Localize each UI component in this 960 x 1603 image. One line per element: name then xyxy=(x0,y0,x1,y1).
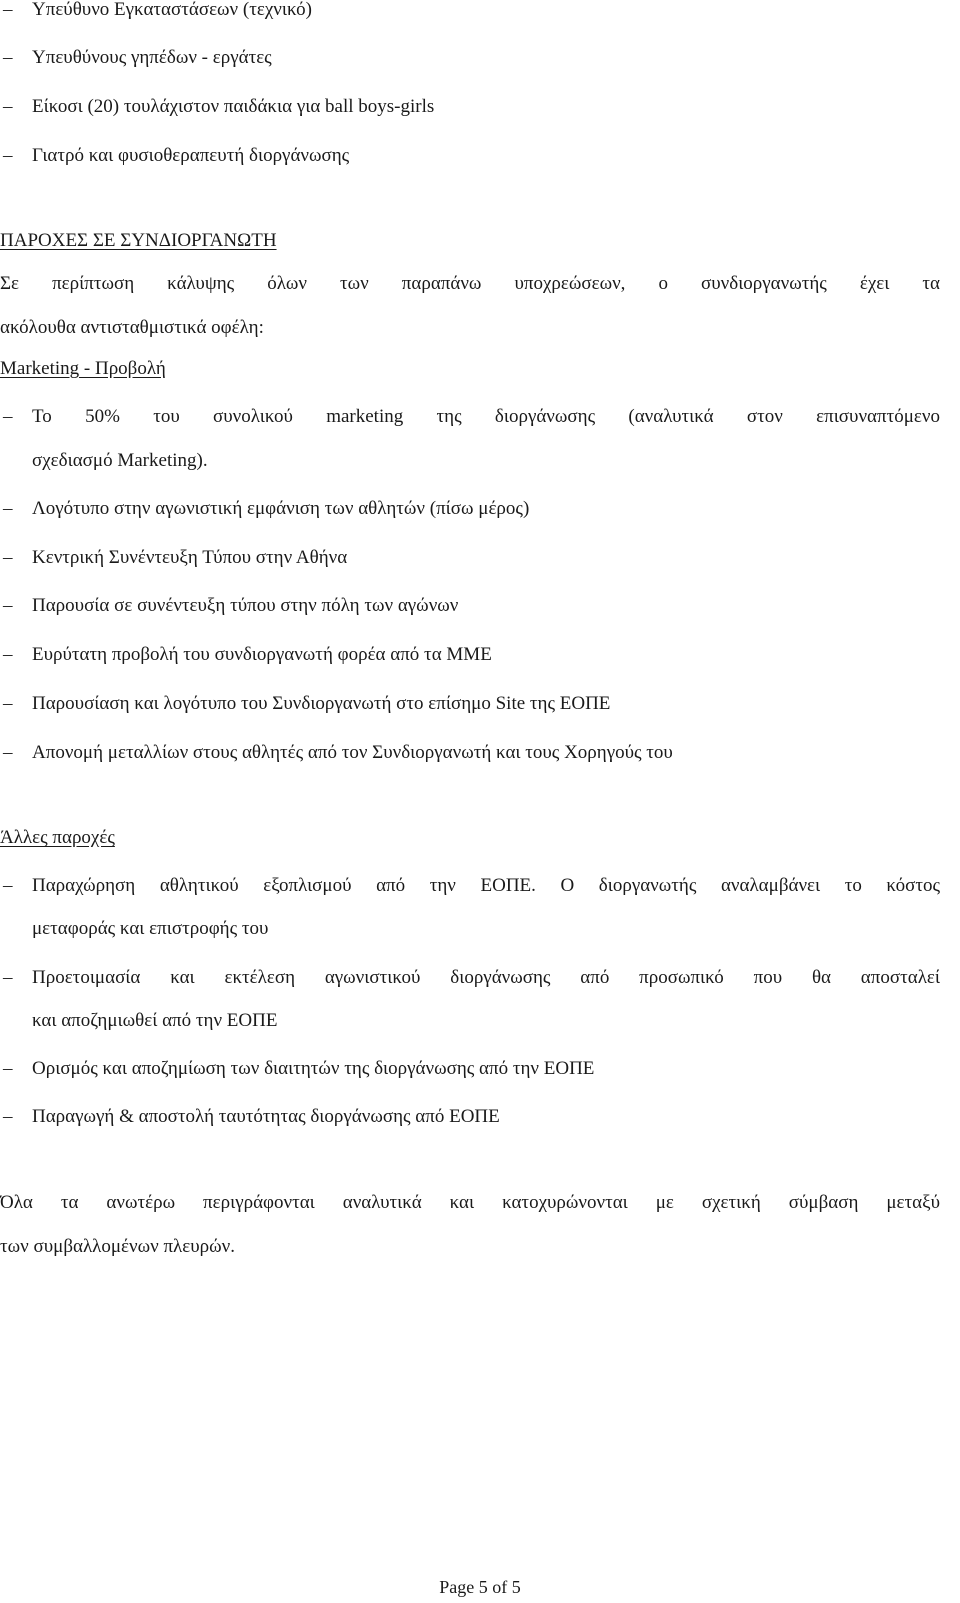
list-item-text: Παρουσία σε συνέντευξη τύπου στην πόλη των αγώνων xyxy=(32,595,459,616)
bullet-dash: – xyxy=(3,1106,13,1127)
list-item-text: Παρουσίαση και λογότυπο του Συνδιοργανωτή στο επίσημο Site της ΕΟΠΕ xyxy=(32,693,611,714)
bullet-dash: – xyxy=(3,875,13,896)
bullet-dash: – xyxy=(3,742,13,763)
list-item-text: Υπεύθυνο Εγκαταστάσεων (τεχνικό) xyxy=(32,0,312,20)
list-item-continuation: σχεδιασμό Marketing). xyxy=(32,450,208,471)
bullet-dash: – xyxy=(3,967,13,988)
marketing-heading: Marketing - Προβολή xyxy=(0,358,166,379)
bullet-dash: – xyxy=(3,406,13,427)
list-item-text: Είκοσι (20) τουλάχιστον παιδάκια για ball boys-girls xyxy=(32,96,435,117)
list-item-text: Ορισμός και αποζημίωση των διαιτητών της διοργάνωσης από την ΕΟΠΕ xyxy=(32,1058,595,1079)
bullet-dash: – xyxy=(3,498,13,519)
section-heading-benefits: ΠΑΡΟΧΕΣ ΣΕ ΣΥΝΔΙΟΡΓΑΝΩΤΗ xyxy=(0,230,277,251)
bullet-dash: – xyxy=(3,47,13,68)
list-item-text: Γιατρό και φυσιοθεραπευτή διοργάνωσης xyxy=(32,145,350,166)
intro-line: Σε περίπτωση κάλυψης όλων των παραπάνω υποχρεώσεων, ο συνδιοργανωτής έχει τα xyxy=(0,273,940,294)
bullet-dash: – xyxy=(3,145,13,166)
section-heading-other: Άλλες παροχές xyxy=(0,827,115,848)
closing-line: Όλα τα ανωτέρω περιγράφονται αναλυτικά και κατοχυρώνονται με σχετική σύμβαση μεταξύ xyxy=(0,1192,940,1213)
list-item-text: Παραχώρηση αθλητικού εξοπλισμού από την ΕΟΠΕ. Ο διοργανωτής αναλαμβάνει το κόστος xyxy=(32,875,940,896)
list-item-text: Λογότυπο στην αγωνιστική εμφάνιση των αθλητών (πίσω μέρος) xyxy=(32,498,530,519)
list-item-text: Κεντρική Συνέντευξη Τύπου στην Αθήνα xyxy=(32,547,348,568)
page-number: Page 5 of 5 xyxy=(439,1577,521,1597)
list-item-text: Παραγωγή & αποστολή ταυτότητας διοργάνωσης από ΕΟΠΕ xyxy=(32,1106,500,1127)
bullet-dash: – xyxy=(3,644,13,665)
bullet-dash: – xyxy=(3,1058,13,1079)
bullet-dash: – xyxy=(3,693,13,714)
list-item-text: Το 50% του συνολικού marketing της διοργάνωσης (αναλυτικά στον επισυναπτόμενο xyxy=(32,406,940,427)
list-item-continuation: και αποζημιωθεί από την ΕΟΠΕ xyxy=(32,1010,278,1031)
closing-line: των συμβαλλομένων πλευρών. xyxy=(0,1236,235,1257)
list-item-text: Απονομή μεταλλίων στους αθλητές από τον Συνδιοργανωτή και τους Χορηγούς του xyxy=(32,742,673,763)
list-item-continuation: μεταφοράς και επιστροφής του xyxy=(32,918,269,939)
bullet-dash: – xyxy=(3,96,13,117)
list-item-text: Ευρύτατη προβολή του συνδιοργανωτή φορέα από τα ΜΜΕ xyxy=(32,644,492,665)
bullet-dash: – xyxy=(3,595,13,616)
list-item-text: Υπευθύνους γηπέδων - εργάτες xyxy=(32,47,272,68)
bullet-dash: – xyxy=(3,547,13,568)
list-item-text: Προετοιμασία και εκτέλεση αγωνιστικού διοργάνωσης από προσωπικό που θα αποσταλεί xyxy=(32,967,940,988)
intro-line: ακόλουθα αντισταθμιστικά οφέλη: xyxy=(0,317,264,338)
bullet-dash: – xyxy=(3,0,13,20)
